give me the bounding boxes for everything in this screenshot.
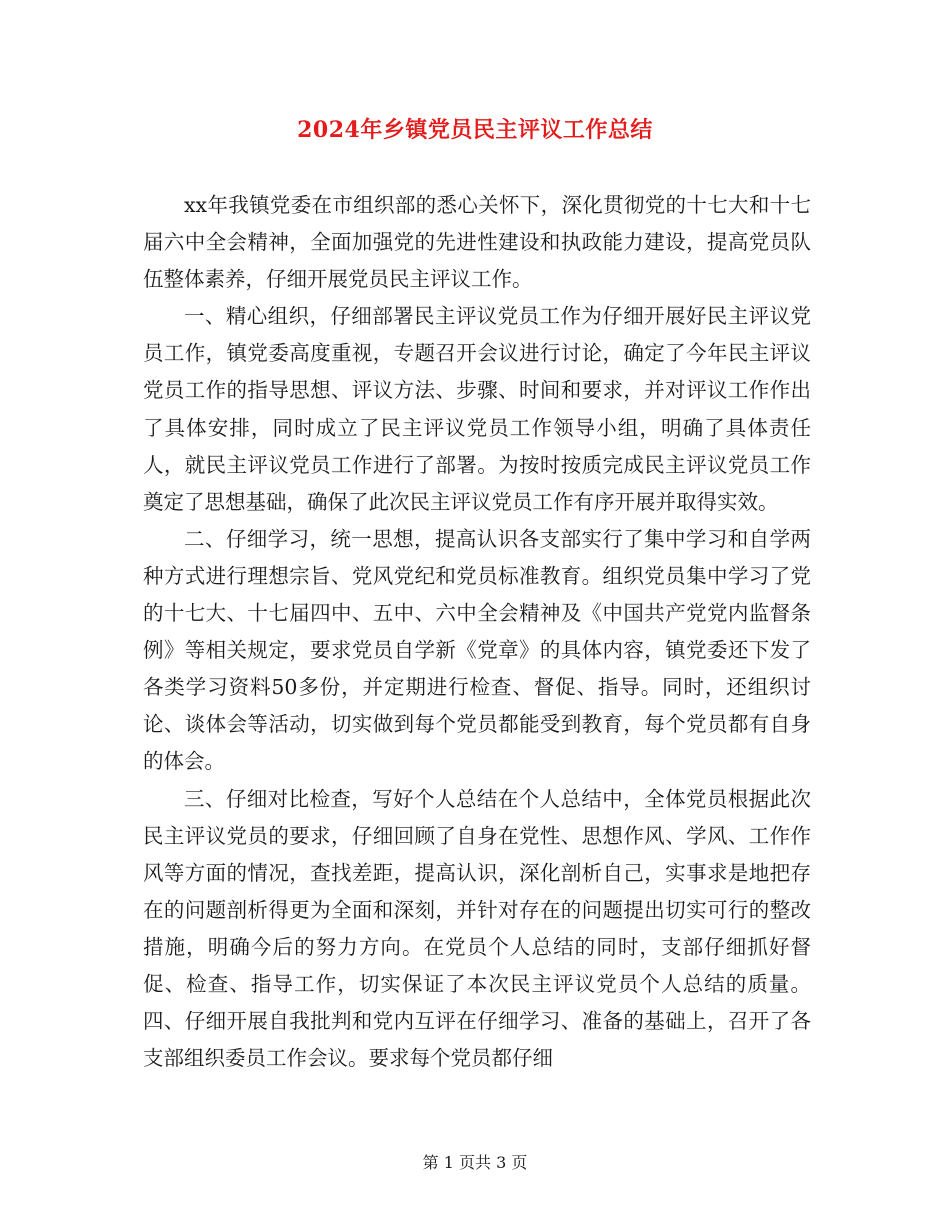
document-title: 2024年乡镇党员民主评议工作总结 [297,117,653,143]
paragraph-section-3: 三、仔细对比检查，写好个人总结在个人总结中，全体党员根据此次民主评议党员的要求，仔细回顾了自身在党性、思想作风、学风、工作作风等方面的情况，查找差距，提高认识，深化剖析自己，实事求是地把存在的问题剖析得更为全面和深刻，并针对存在的问题提出切实可行的整改措施，明确今后的努力方向。在党员个人总结的同时，支部仔细抓好督促、检查、指导工作，切实保证了本次民主评议党员个人总结的质量。四、仔细开展自我批判和党内互评在仔细学习、准备的基础上，召开了各支部组织委员工作会议。要求每个党员都仔细 [143,786,811,1071]
document-body [143,187,811,1077]
paragraph-section-1: 一、精心组织，仔细部署民主评议党员工作为仔细开展好民主评议党员工作，镇党委高度重视，专题召开会议进行讨论，确定了今年民主评议党员工作的指导思想、评议方法、步骤、时间和要求，并对评议工作作出了具体安排，同时成立了民主评议党员工作领导小组，明确了具体责任人，就民主评议党员工作进行了部署。为按时按质完成民主评议党员工作奠定了思想基础，确保了此次民主评议党员工作有序开展并取得实效。 [143,304,811,514]
page-number-footer: 第 1 页共 3 页 [422,1153,528,1172]
paragraph-section-2: 二、仔细学习，统一思想，提高认识各支部实行了集中学习和自学两种方式进行理想宗旨、党风党纪和党员标准教育。组织党员集中学习了党的十七大、十七届四中、五中、六中全会精神及《中国共产党党内监督条例》等相关规定，要求党员自学新《党章》的具体内容，镇党委还下发了各类学习资料50多份，并定期进行检查、督促、指导。同时，还组织讨论、谈体会等活动，切实做到每个党员都能受到教育，每个党员都有自身的体会。 [143,526,811,774]
paragraph-intro: xx年我镇党委在市组织部的悉心关怀下，深化贯彻党的十七大和十七届六中全会精神，全面加强党的先进性建设和执政能力建设，提高党员队伍整体素养，仔细开展党员民主评议工作。 [143,193,811,292]
